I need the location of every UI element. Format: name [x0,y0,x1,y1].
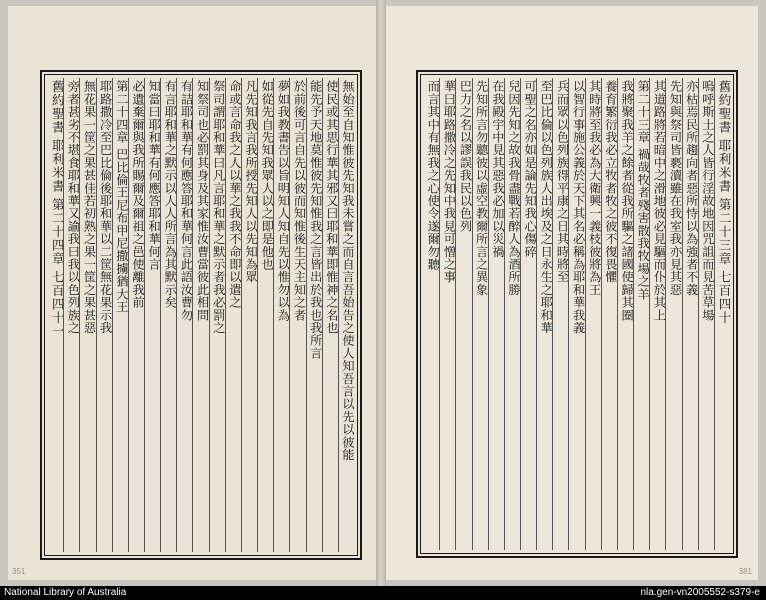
left-text-column: 知祭司也必罰其身及其家惟汝曹當彼此相問 [192,78,208,552]
left-page [8,6,377,580]
pencil-page-number-left: 351 [12,567,26,576]
right-page [386,6,758,580]
right-text-column: 嗚呼斯土之人皆行淫故地因咒詛而見苦草場 [698,78,714,550]
right-text-column: 至巴比倫以色列族人出埃及之日永生之耶和華 [536,78,552,550]
left-text-column: 能先予天地莫惟彼先知惟我之言皆出於我也我所言 [306,78,322,552]
right-text-column: 亦枯焉民所趨向者惡所恃以為強者不義 [682,78,698,550]
left-text-column: 無花果一筐之果甚佳若初熟之果一筐之果甚惡 [79,78,95,552]
right-text-column: 可聖之名亦如是論先知我心傷碎 [520,78,536,550]
right-text-column: 巴力之名以謬誤我民以色列 [455,78,471,550]
right-text-column: 舊約聖書 耶利米書 第二十三章 七百四十 [714,78,730,550]
left-text-column: 旁者甚劣不堪食耶和華又諭我曰我以色列族之 [63,78,79,552]
right-text-column: 其道路將若暗中之滑地彼必見驅而仆於其上 [649,78,665,550]
left-text-column: 有言耶和華之默示以人人所言為其默示矣 [160,78,176,552]
book-gutter [376,0,386,586]
right-columns [424,78,730,550]
right-text-column: 其時將至我必為大衛興一義枝彼將為王 [585,78,601,550]
left-text-column: 命或言命我之人以華之我我不命即以遣之 [225,78,241,552]
right-text-column: 先知所言勿聽彼以虛空教爾所言之異象 [472,78,488,550]
right-text-column: 以智行事施公義於天下其名必稱為耶和華我義 [568,78,584,550]
left-text-column: 凡先知我言我所授先知人以先知為眾 [241,78,257,552]
left-text-frame [40,70,362,560]
left-text-column: 祭司謂耶和華曰凡言耶和華之默示者我必罰之 [209,78,225,552]
left-text-column: 使民或其思行華其邪又曰耶和華即惟神之名也 [322,78,338,552]
right-text-column: 而言其中有無我之心使令遂爾勿聽 [426,80,441,271]
left-text-column: 知當曰耶和華有何應答耶和華何言 [144,78,160,552]
left-text-column: 耶路撒冷至巴比倫後耶和華以二筐無花果示我 [96,78,112,552]
left-text-column: 舊約聖書 耶利米書 第二十四章 七百四十一 [50,80,66,338]
left-text-column: 於前後可言自先以彼而知惟後生天主知之者 [289,78,305,552]
right-text-column: 我將聚我羊之餘者從我所驅之諸國使歸其圈 [617,78,633,550]
left-text-column: 有詰耶和華有何應答耶和華何言此語汝曹勿 [176,78,192,552]
left-text-column: 必遺棄爾與我所賜爾及爾祖之邑使離我前 [128,78,144,552]
right-text-column: 先知與祭司皆褻瀆雖在我室我亦見其惡 [665,78,681,550]
right-text-column: 兵而眾以色列族得平康之日其時將至 [552,78,568,550]
right-text-column: 養育繁衍我必立牧者牧之彼不復畏懼 [601,78,617,550]
right-text-column: 兒因先知之故我骨盡戰若醉人為酒所勝 [504,78,520,550]
left-text-column: 第二十四章 巴比倫王尼布甲尼撒擄猶大王 [112,78,128,552]
footer-identifier: nla.gen-vn2005552-s379-e [640,587,760,598]
left-text-column: 如從先自先知我眾人以之即是他也 [257,78,273,552]
footer-credit: National Library of Australia [4,587,127,598]
right-text-column: 華曰耶路撒冷之先知中我見可憎之事 [439,78,455,550]
right-text-frame [416,70,738,558]
left-text-column: 無始至自知惟彼先知我未嘗之而自言吾始告之使人知吾言以先以彼能 [338,78,354,552]
left-text-column: 夢如我教書告以旨明知人知自先以惟勿以為 [273,78,289,552]
right-text-column: 第二十三章 禍哉牧者殘害散我牧場之羊 [633,78,649,550]
left-columns [48,78,354,552]
right-text-column: 在我殿宇中見其惡我必加以災禍 [488,78,504,550]
pencil-page-number-right: 381 [738,567,752,576]
footer-bar [0,586,766,600]
